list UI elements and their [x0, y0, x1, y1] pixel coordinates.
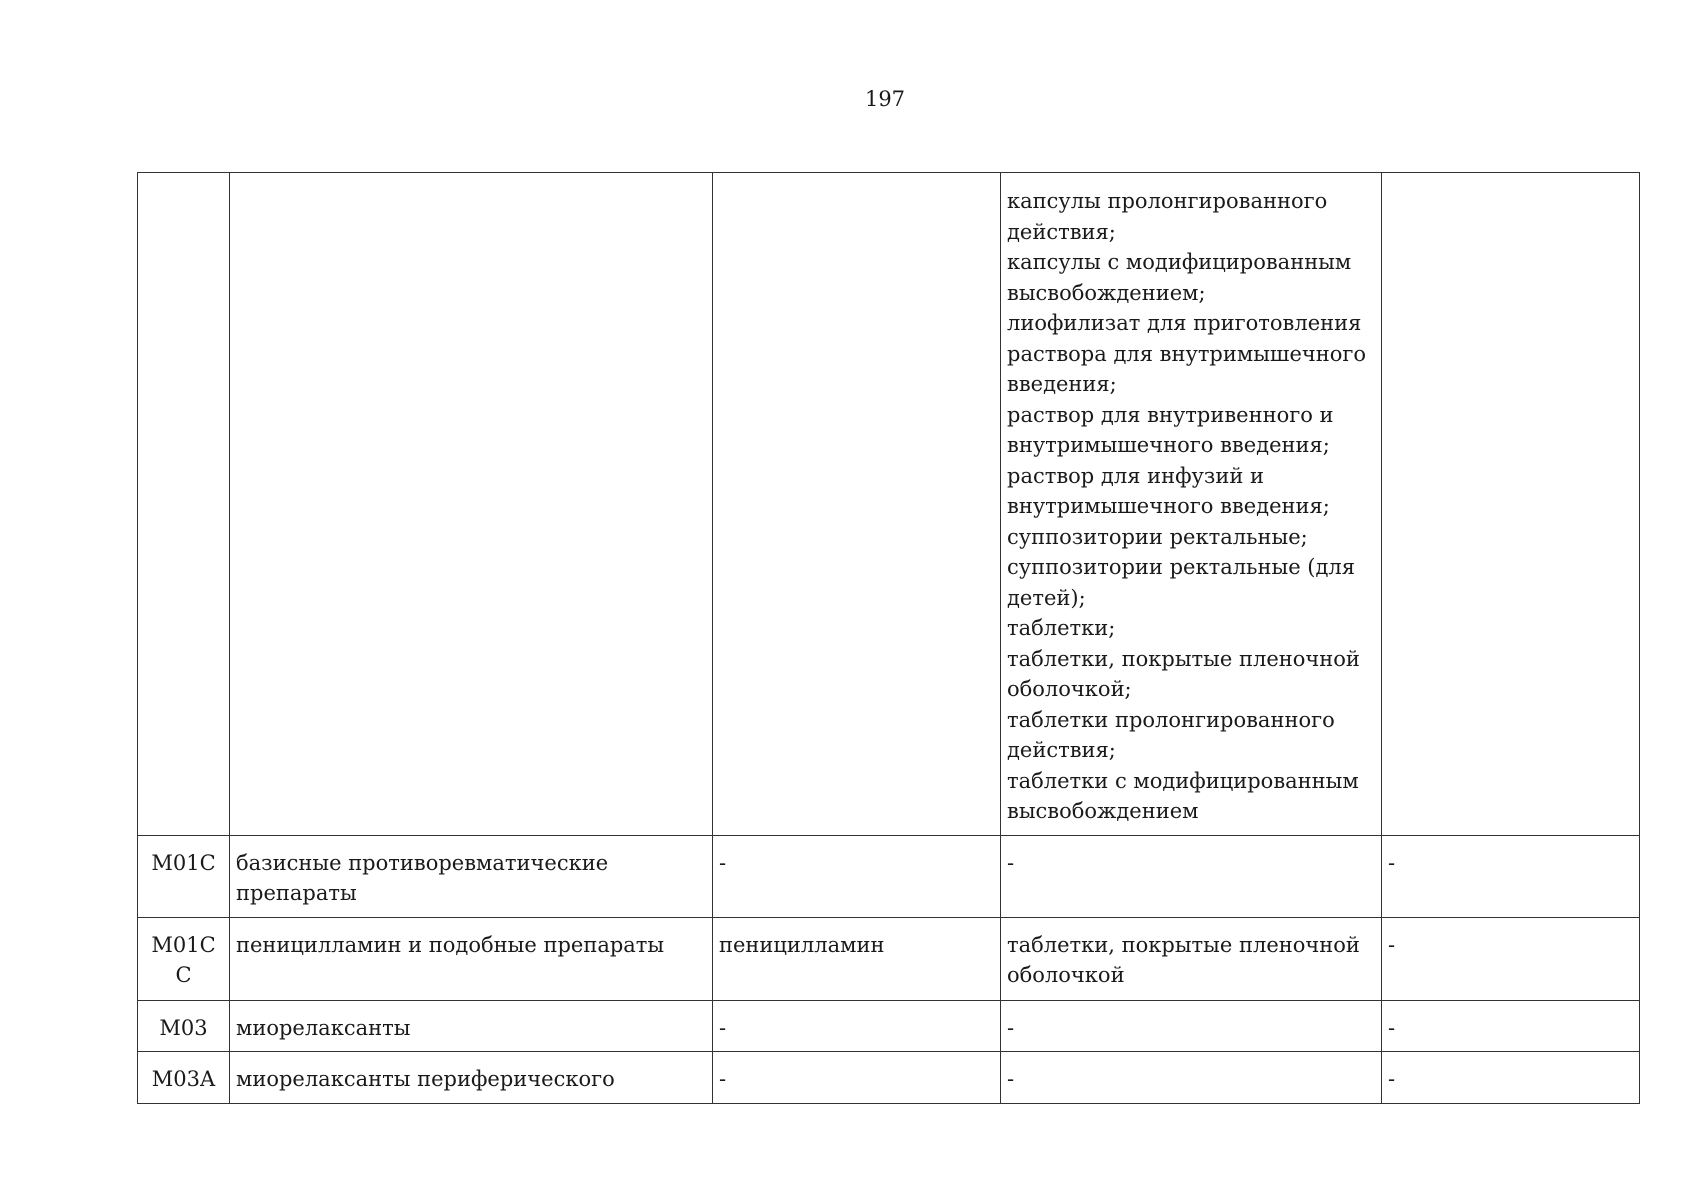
note-cell: [1382, 173, 1640, 836]
dosage-form-line: капсулы с модифицированным: [1007, 250, 1352, 274]
group-cell: базисные противоревматические препараты: [230, 835, 713, 917]
drug-name-cell: [713, 173, 1001, 836]
dosage-form-line: внутримышечного введения;: [1007, 494, 1330, 518]
dosage-form-line: высвобождением: [1007, 799, 1199, 823]
dosage-form-line: раствор для инфузий и: [1007, 463, 1265, 488]
note-cell: -: [1382, 835, 1640, 917]
group-cell: пеницилламин и подобные препараты: [230, 917, 713, 1000]
atc-code-cell: M03A: [138, 1052, 230, 1104]
table-row: [138, 1000, 1640, 1052]
dosage-forms-cell: -: [1001, 835, 1382, 917]
atc-code-cell: M01C: [138, 835, 230, 917]
atc-code-cell: M03: [138, 1000, 230, 1052]
drug-name-cell: -: [713, 1000, 1001, 1052]
group-cell: миорелаксанты: [230, 1000, 713, 1052]
group-cell: миорелаксанты периферического: [230, 1052, 713, 1104]
dosage-form-line: действия;: [1007, 219, 1116, 244]
dosage-form-line: таблетки с модифицированным: [1007, 768, 1359, 793]
dosage-form-line: суппозитории ректальные (для: [1007, 555, 1356, 579]
table-row: [138, 1052, 1640, 1104]
dosage-forms-cell: -: [1001, 1052, 1382, 1104]
dosage-form-line: детей);: [1007, 585, 1086, 610]
dosage-form-line: таблетки;: [1007, 616, 1116, 640]
drug-name-cell: -: [713, 835, 1001, 917]
dosage-form-line: высвобождением;: [1007, 280, 1206, 305]
dosage-form-line: суппозитории ректальные;: [1007, 524, 1308, 549]
note-cell: -: [1382, 1000, 1640, 1052]
note-cell: -: [1382, 917, 1640, 1000]
table-row: [138, 917, 1640, 1000]
dosage-form-line: оболочкой;: [1007, 677, 1132, 701]
dosage-form-line: таблетки пролонгированного: [1007, 707, 1335, 732]
dosage-form-line: внутримышечного введения;: [1007, 433, 1330, 457]
drug-name-cell: -: [713, 1052, 1001, 1104]
dosage-form-line: лиофилизат для приготовления: [1007, 311, 1362, 335]
dosage-forms-cell: [1001, 173, 1382, 836]
drug-table: [137, 172, 1640, 1104]
table-row: [138, 835, 1640, 917]
page-number: 197: [864, 87, 906, 111]
dosage-form-line: раствора для внутримышечного: [1007, 341, 1367, 366]
dosage-forms-cell: таблетки, покрытые пленочной оболочкой: [1001, 917, 1382, 1000]
atc-code-cell: [138, 173, 230, 836]
dosage-form-line: таблетки, покрытые пленочной: [1007, 646, 1360, 671]
note-cell: -: [1382, 1052, 1640, 1104]
drug-name-cell: пеницилламин: [713, 917, 1001, 1000]
dosage-form-line: действия;: [1007, 738, 1116, 762]
table-row: [138, 173, 1640, 836]
group-cell: [230, 173, 713, 836]
dosage-form-line: введения;: [1007, 372, 1117, 396]
dosage-form-line: раствор для внутривенного и: [1007, 402, 1334, 427]
dosage-forms-cell: -: [1001, 1000, 1382, 1052]
dosage-form-line: капсулы пролонгированного: [1007, 189, 1328, 213]
atc-code-cell: M01CC: [138, 917, 230, 1000]
